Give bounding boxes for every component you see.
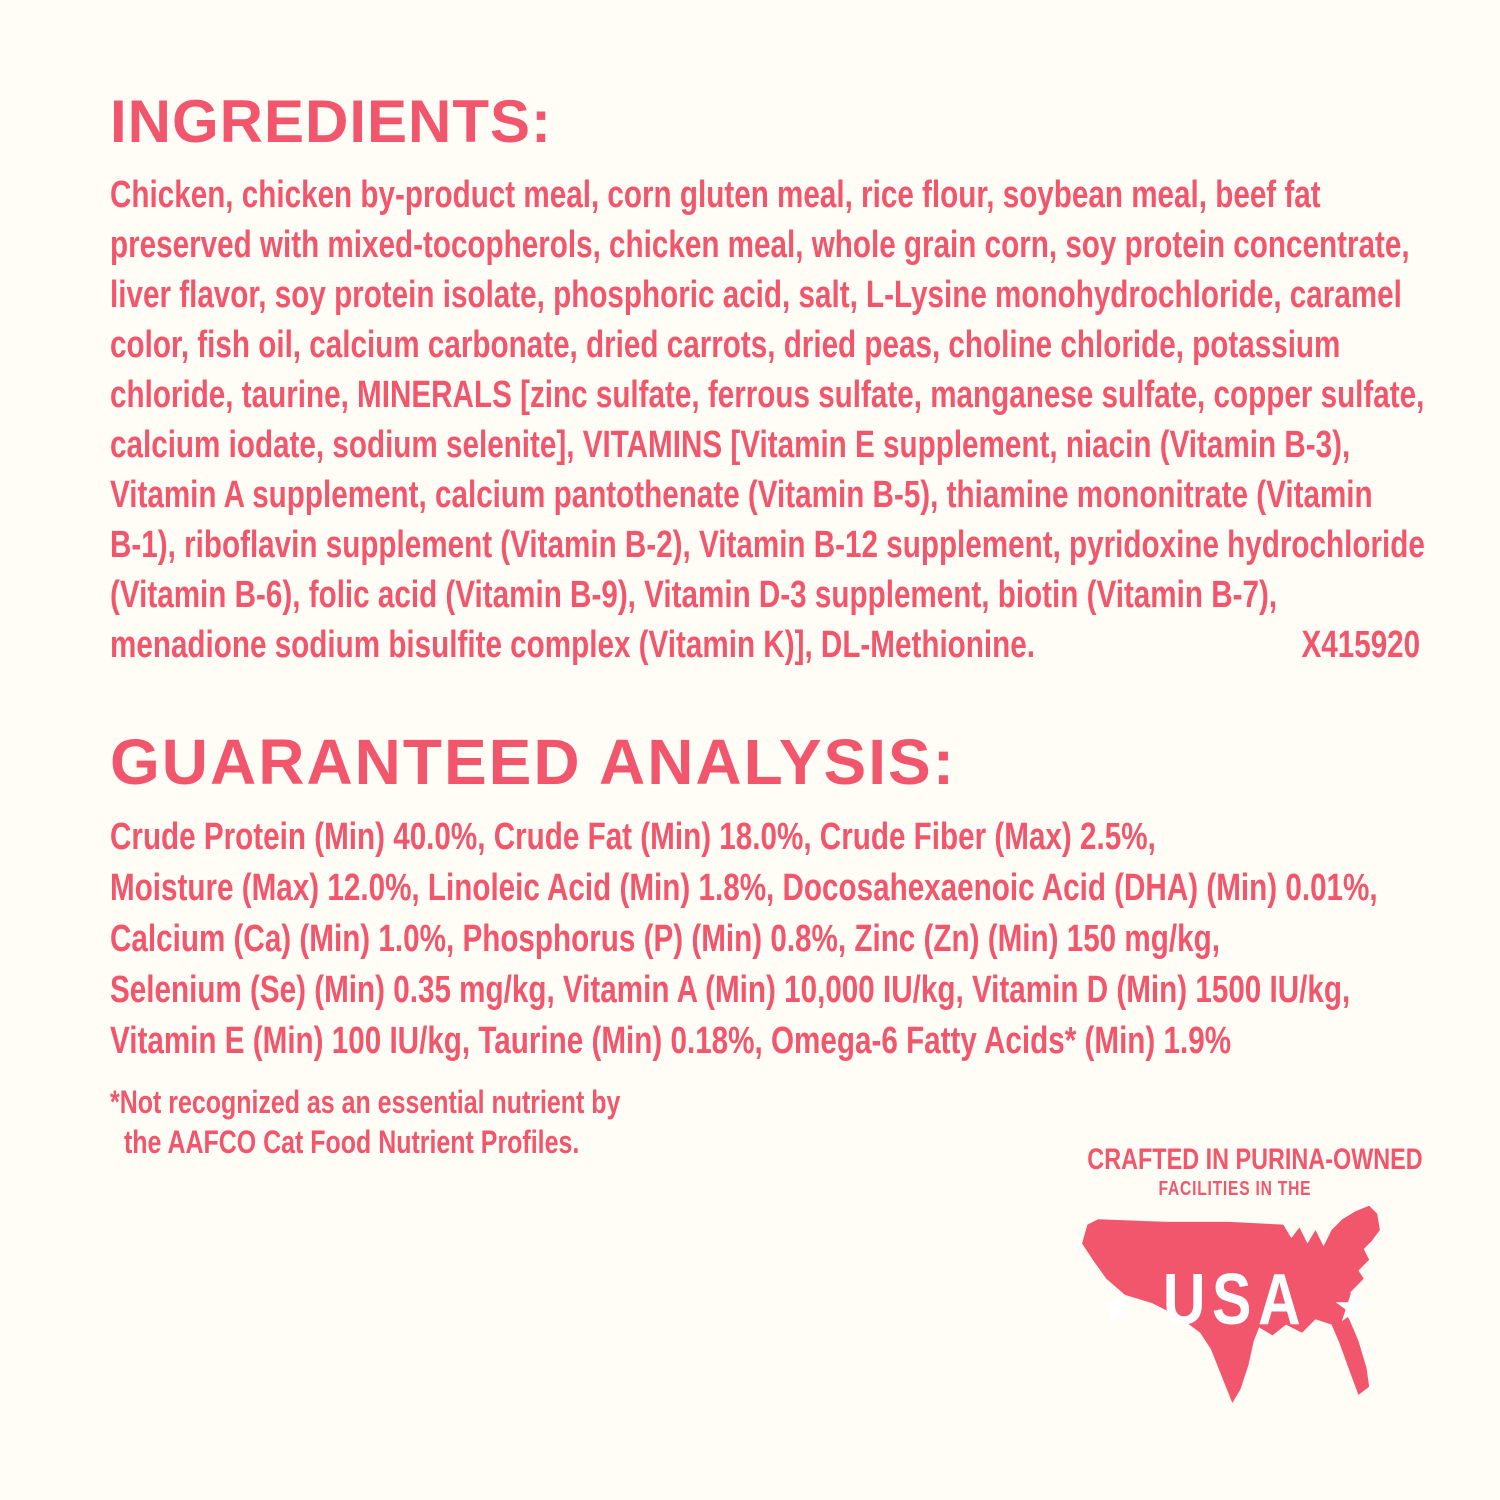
ingredients-text: [zinc sulfate, ferrous sulfate, manganese sulfate, copper sulfate, bbox=[511, 374, 1425, 416]
ingredients-text: calcium iodate, sodium selenite], bbox=[110, 424, 583, 466]
ingredients-text: Chicken, chicken by-product meal, corn gluten meal, rice flour, soybean meal, beef fat bbox=[110, 174, 1321, 216]
vitamins-label: VITAMINS bbox=[582, 424, 723, 466]
analysis-line: Vitamin E (Min) 100 IU/kg, Taurine (Min) 0.18%, Omega-6 Fatty Acids* (Min) 1.9% bbox=[110, 1020, 1232, 1062]
ingredients-text: liver flavor, soy protein isolate, phosphoric acid, salt, L-Lysine monohydrochloride, caramel bbox=[110, 274, 1402, 316]
ingredients-text: (Vitamin B-6), folic acid (Vitamin B-9), Vitamin D-3 supplement, biotin (Vitamin B-7), bbox=[110, 574, 1278, 616]
star-icon: ★ bbox=[1333, 1283, 1371, 1330]
analysis-line: Calcium (Ca) (Min) 1.0%, Phosphorus (P) (Min) 0.8%, Zinc (Zn) (Min) 150 mg/kg, bbox=[110, 918, 1220, 960]
ingredients-text: menadione sodium bisulfite complex (Vitamin K)], DL-Methionine. bbox=[110, 624, 1035, 666]
ingredients-text: B-1), riboflavin supplement (Vitamin B-2), Vitamin B-12 supplement, pyridoxine hydrochloride bbox=[110, 524, 1425, 566]
usa-label: USA bbox=[1162, 1260, 1308, 1340]
ingredients-line bbox=[110, 220, 1420, 270]
guaranteed-analysis-heading: GUARANTEED ANALYSIS: bbox=[110, 726, 956, 798]
ingredients-text: preserved with mixed-tocopherols, chicken meal, whole grain corn, soy protein concentrate, bbox=[110, 224, 1410, 266]
ingredients-text: chloride, taurine, bbox=[110, 374, 358, 416]
analysis-line: Crude Protein (Min) 40.0%, Crude Fat (Min) 18.0%, Crude Fiber (Max) 2.5%, bbox=[110, 816, 1156, 858]
guaranteed-analysis-list bbox=[110, 812, 1420, 1067]
minerals-label: MINERALS bbox=[357, 374, 512, 416]
usa-map-icon bbox=[1074, 1203, 1396, 1403]
ingredients-text: Vitamin A supplement, calcium pantothenate (Vitamin B-5), thiamine mononitrate (Vitamin bbox=[110, 474, 1373, 516]
ingredients-line bbox=[110, 320, 1420, 370]
aafco-footnote bbox=[110, 1082, 764, 1162]
analysis-line: Moisture (Max) 12.0%, Linoleic Acid (Min) 1.8%, Docosahexaenoic Acid (DHA) (Min) 0.01%, bbox=[110, 867, 1378, 909]
footnote-line: the AAFCO Cat Food Nutrient Profiles. bbox=[124, 1124, 580, 1160]
ingredients-line bbox=[110, 470, 1420, 520]
ingredients-text: color, fish oil, calcium carbonate, dried carrots, dried peas, choline chloride, potassium bbox=[110, 324, 1341, 366]
ingredients-line bbox=[110, 620, 1420, 670]
ingredients-line bbox=[110, 420, 1420, 470]
badge-subtitle: FACILITIES IN THE bbox=[1158, 1178, 1312, 1200]
ingredients-list bbox=[110, 170, 1425, 670]
crafted-in-usa-badge bbox=[1040, 1143, 1430, 1413]
ingredients-line bbox=[110, 170, 1420, 220]
ingredients-line bbox=[110, 520, 1425, 570]
product-code: X415920 bbox=[1301, 624, 1420, 666]
footnote-line: *Not recognized as an essential nutrient by bbox=[110, 1084, 621, 1120]
ingredients-line bbox=[110, 270, 1420, 320]
ingredients-line bbox=[110, 370, 1425, 420]
star-icon: ★ bbox=[1099, 1283, 1137, 1330]
analysis-line: Selenium (Se) (Min) 0.35 mg/kg, Vitamin A (Min) 10,000 IU/kg, Vitamin D (Min) 1500 IU/kg, bbox=[110, 969, 1351, 1011]
ingredients-line bbox=[110, 570, 1420, 620]
usa-label-overlay bbox=[1074, 1245, 1396, 1355]
ingredients-heading: INGREDIENTS: bbox=[110, 88, 553, 155]
badge-title: CRAFTED IN PURINA-OWNED bbox=[1087, 1143, 1423, 1176]
ingredients-text: [Vitamin E supplement, niacin (Vitamin B-3), bbox=[722, 424, 1351, 466]
